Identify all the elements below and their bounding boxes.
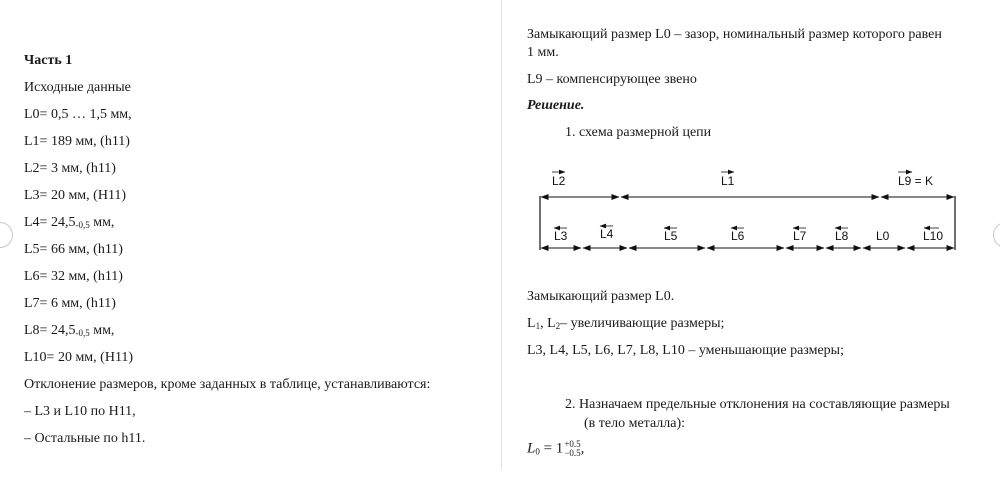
tolerance-note-h11: – L3 и L10 по H11,	[24, 404, 136, 419]
chain-label-bottom: L7	[793, 229, 807, 243]
dimension-row: L2= 3 мм, (h11)	[24, 161, 116, 176]
prev-page-button[interactable]	[0, 222, 13, 248]
chain-label-top: L1	[721, 174, 735, 188]
dimension-row: $L8= 24,5_{-0,5}$ мм,	[24, 323, 115, 338]
dimension-row: L10= 20 мм, (H11)	[24, 350, 134, 365]
decreasing-sizes-line: L3, L4, L5, L6, L7, L8, L10 – уменьшающие размеры;	[527, 343, 844, 358]
dimension-row: L1= 189 мм, (h11)	[24, 134, 130, 149]
dimension-row: L6= 32 мм, (h11)	[24, 269, 123, 284]
step-1: 1. схема размерной цепи	[565, 125, 712, 140]
column-divider	[501, 0, 502, 470]
dimension-row: L7= 6 мм, (h11)	[24, 296, 116, 311]
step-2: 2. Назначаем предельные отклонения на составляющие размеры	[565, 397, 950, 412]
dimension-chain-diagram	[527, 160, 967, 260]
closing-size-text: Замыкающий размер L0 – зазор, номинальный размер которого равен	[527, 27, 942, 42]
chain-label-bottom: L5	[664, 229, 678, 243]
tolerance-note: Отклонение размеров, кроме заданных в таблице, устанавливаются:	[24, 377, 431, 392]
part-heading: Часть 1	[24, 53, 73, 68]
next-page-button[interactable]	[993, 222, 1000, 248]
dimension-row: L0= 0,5 … 1,5 мм,	[24, 107, 132, 122]
chain-label-bottom: L8	[835, 229, 849, 243]
increasing-sizes-line: $L_1$, $L_2-$ увеличивающие размеры;	[527, 316, 725, 331]
chain-label-top: L2	[552, 174, 566, 188]
solution-heading: Решение.	[527, 98, 585, 113]
chain-label-bottom: L4	[600, 227, 614, 241]
closing-size-line: Замыкающий размер L0.	[527, 289, 675, 304]
tolerance-note-others: – Остальные по h11.	[24, 431, 146, 446]
dimension-row: $L4= 24,5_{-0,5}$ мм,	[24, 215, 115, 230]
dimension-row: L5= 66 мм, (h11)	[24, 242, 123, 257]
compensating-link-text: L9 – компенсирующее звено	[527, 72, 697, 87]
chain-label-top: L9 = K	[898, 174, 934, 188]
step-2-cont: (в тело металла):	[584, 416, 686, 431]
dimension-row: L3= 20 мм, (H11)	[24, 188, 127, 203]
chain-label-bottom: L0	[876, 229, 890, 243]
source-data-heading: Исходные данные	[24, 80, 131, 95]
chain-label-bottom: L3	[554, 229, 568, 243]
right-column	[527, 0, 977, 477]
formula-l0: $L_0 = 1$ +0.5 −0.5 ,	[527, 439, 585, 458]
chain-label-bottom: L10	[923, 229, 944, 243]
chain-label-bottom: L6	[731, 229, 745, 243]
closing-size-text-cont: 1 мм.	[527, 45, 559, 60]
left-column	[24, 0, 484, 477]
